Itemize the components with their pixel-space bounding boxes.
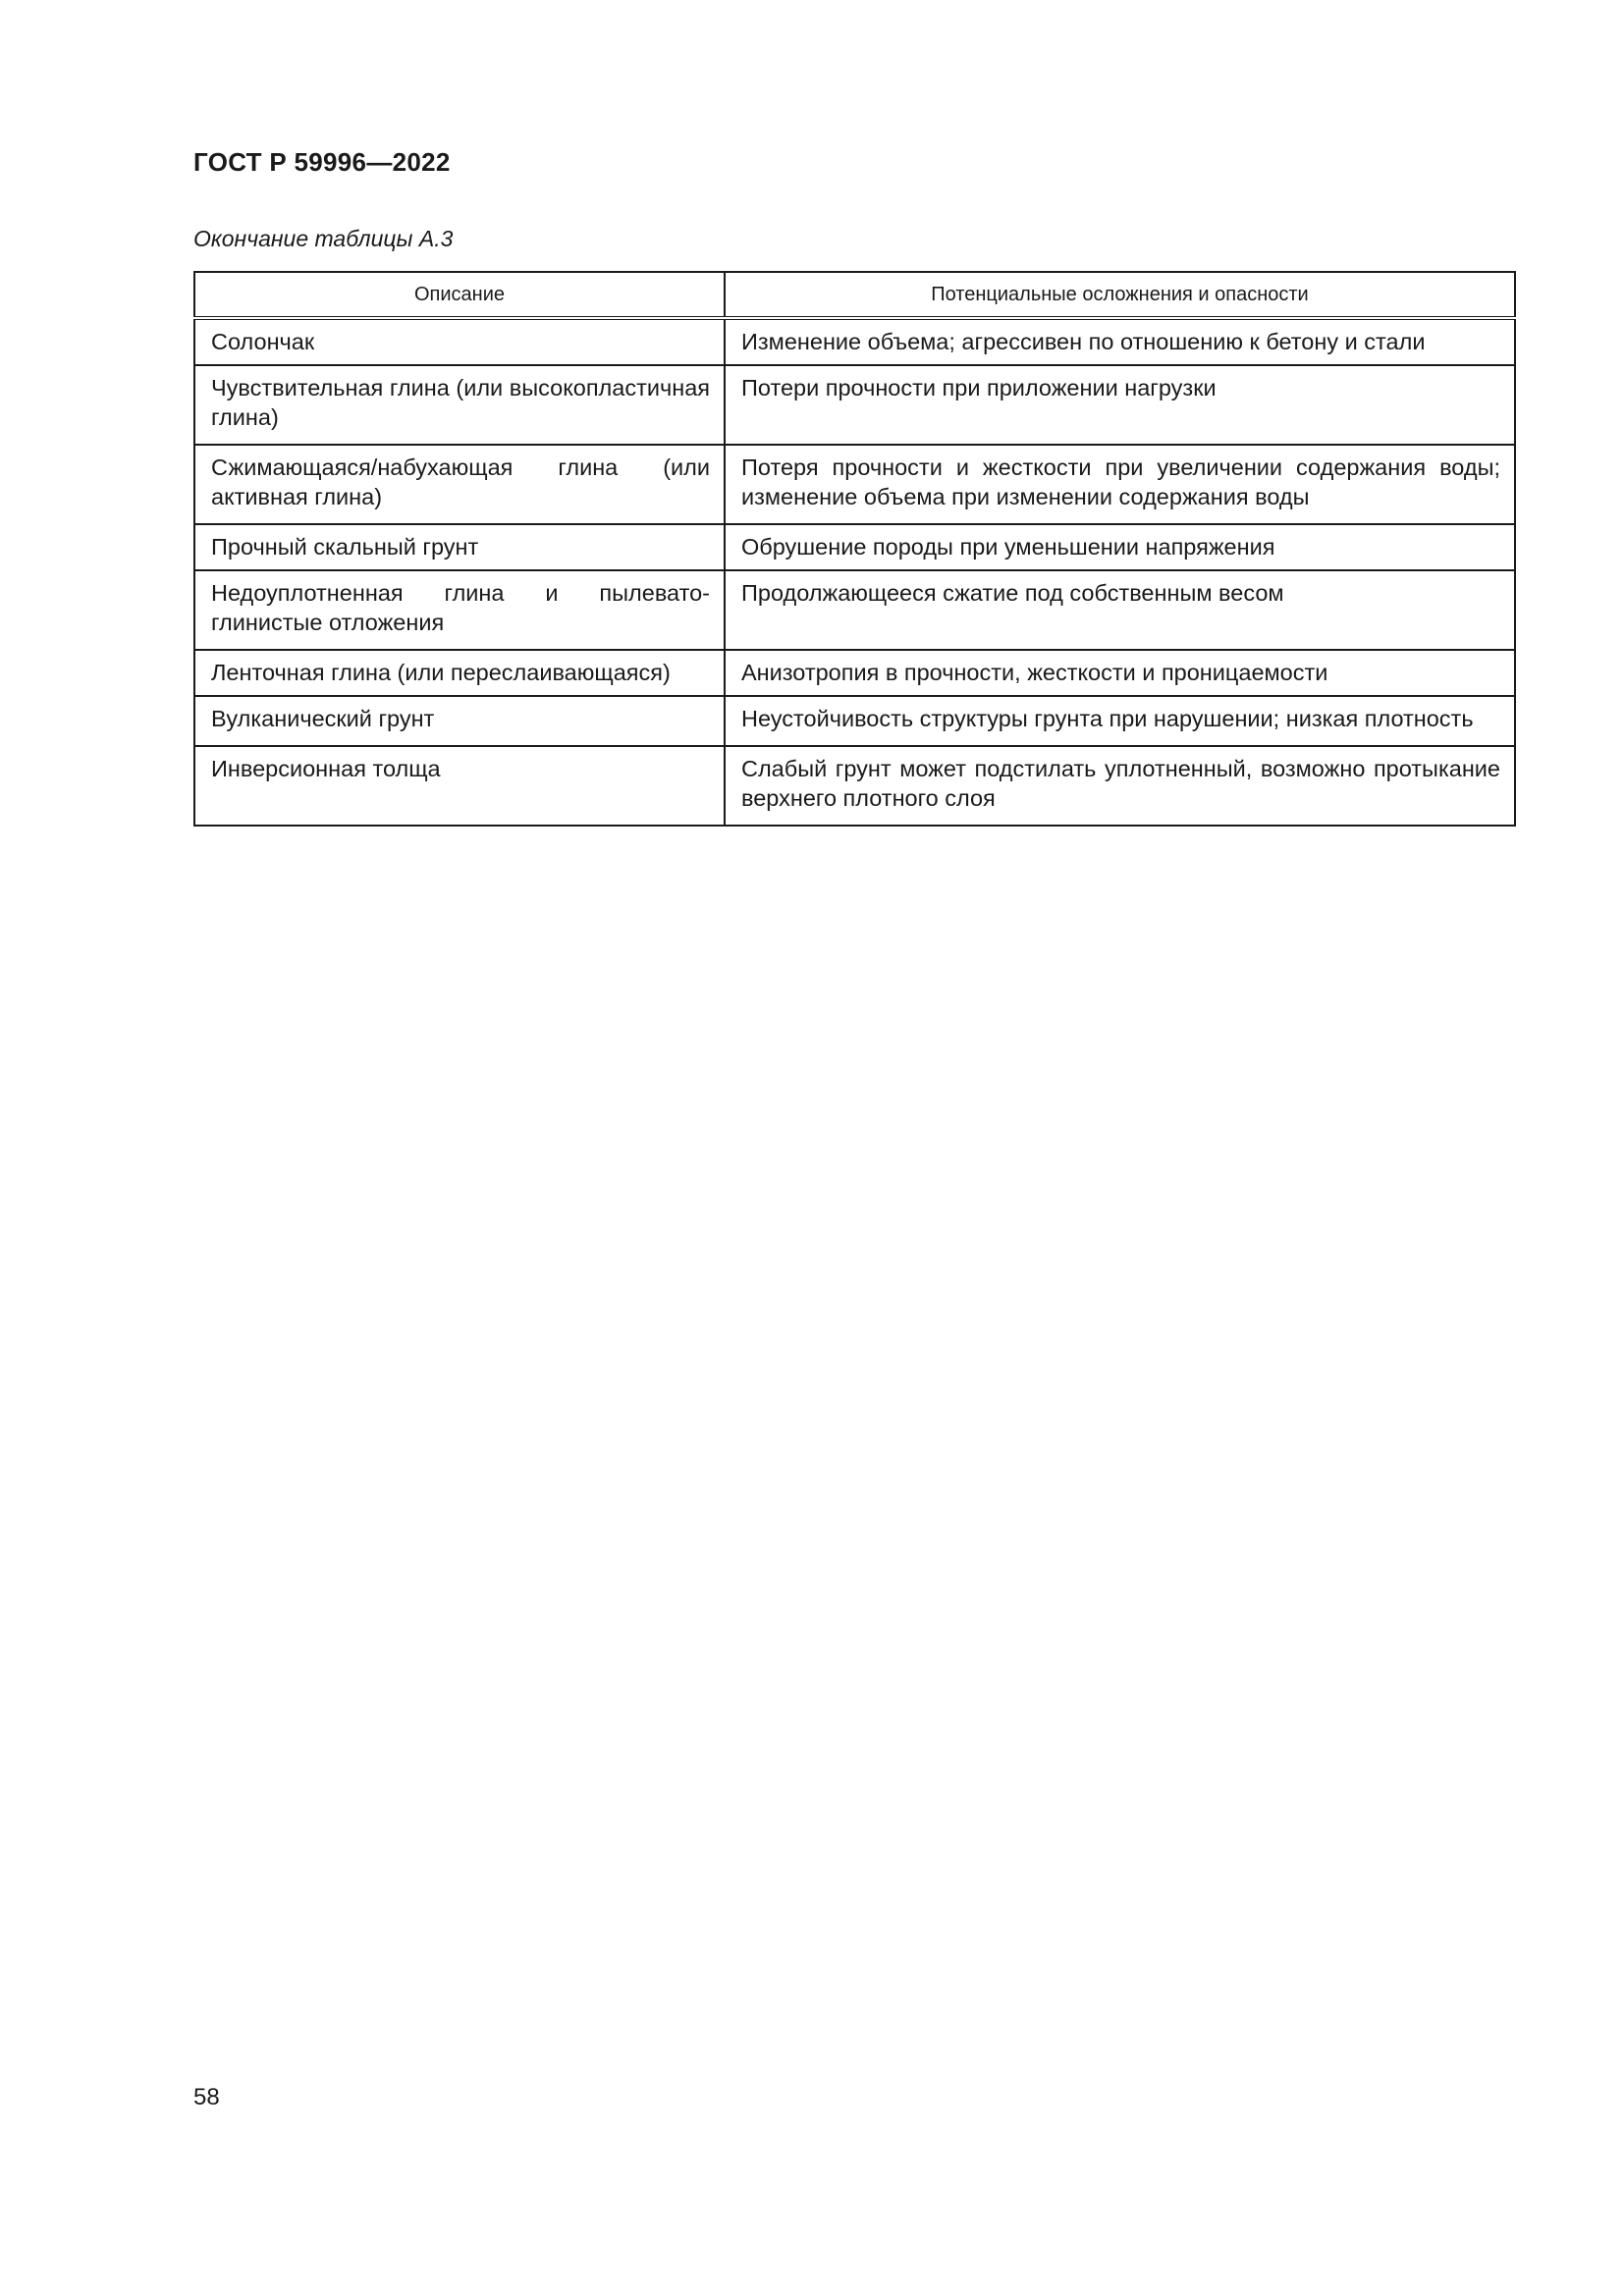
- table-header-row: [194, 272, 1515, 318]
- page-number: 58: [193, 2084, 220, 2110]
- description-cell: Инверсионная толща: [194, 746, 725, 826]
- table-caption: Окончание таблицы А.3: [193, 226, 454, 251]
- table-row: [194, 318, 1515, 365]
- description-cell: Чувствительная глина (или высокопластичная глина): [194, 365, 725, 445]
- hazards-cell: Потери прочности при приложении нагрузки: [725, 365, 1515, 445]
- hazards-cell: Потеря прочности и жесткости при увеличении содержания воды; изменение объема при изменении содержания воды: [725, 445, 1515, 524]
- table-row: [194, 365, 1515, 445]
- table-row: [194, 445, 1515, 524]
- table-row: [194, 696, 1515, 746]
- description-cell: Прочный скальный грунт: [194, 524, 725, 570]
- description-cell: Солончак: [194, 318, 725, 365]
- column-header-hazards: Потенциальные осложнения и опасности: [725, 272, 1515, 318]
- description-cell: Ленточная глина (или переслаивающаяся): [194, 650, 725, 696]
- hazards-cell: Слабый грунт может подстилать уплотненный, возможно протыкание верхнего плотного слоя: [725, 746, 1515, 826]
- document-code: ГОСТ Р 59996—2022: [193, 147, 451, 177]
- hazards-table: [193, 271, 1516, 827]
- description-cell: Сжимающаяся/набухающая глина (или активная глина): [194, 445, 725, 524]
- hazards-cell: Продолжающееся сжатие под собственным весом: [725, 570, 1515, 650]
- column-header-description: Описание: [194, 272, 725, 318]
- hazards-cell: Обрушение породы при уменьшении напряжения: [725, 524, 1515, 570]
- hazards-cell: Изменение объема; агрессивен по отношению к бетону и стали: [725, 318, 1515, 365]
- table-row: [194, 524, 1515, 570]
- description-cell: Недоуплотненная глина и пылевато-глинистые отложения: [194, 570, 725, 650]
- table-row: [194, 650, 1515, 696]
- table-row: [194, 746, 1515, 826]
- hazards-cell: Анизотропия в прочности, жесткости и проницаемости: [725, 650, 1515, 696]
- table-row: [194, 570, 1515, 650]
- hazards-cell: Неустойчивость структуры грунта при нарушении; низкая плотность: [725, 696, 1515, 746]
- description-cell: Вулканический грунт: [194, 696, 725, 746]
